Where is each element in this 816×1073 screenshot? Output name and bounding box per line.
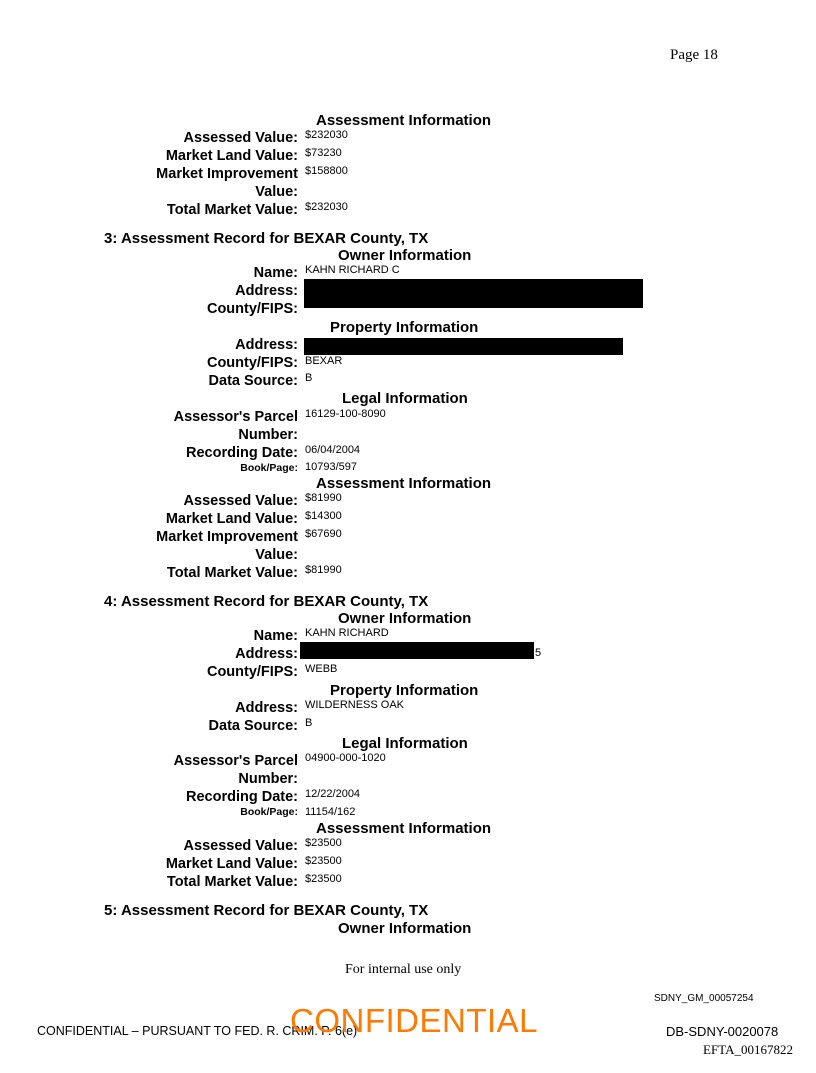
property-header: Property Information: [330, 682, 479, 699]
market-land-label: Market Land Value:: [165, 148, 298, 164]
book-page-label: Book/Page:: [240, 462, 298, 474]
market-improvement-value: $67690: [305, 528, 342, 540]
book-page-label: Book/Page:: [240, 806, 298, 818]
recording-date-label: Recording Date:: [186, 789, 298, 805]
market-improvement-label-cont: Value:: [255, 547, 298, 563]
assessment-header: Assessment Information: [316, 112, 492, 129]
owner-header: Owner Information: [338, 610, 472, 627]
total-market-label: Total Market Value:: [166, 565, 298, 581]
apn-value: 04900-000-1020: [305, 752, 386, 764]
bates-number-db: DB-SDNY-0020078: [666, 1024, 779, 1039]
market-improvement-value: $158800: [305, 165, 348, 177]
data-source-label: Data Source:: [208, 718, 298, 734]
apn-label: Assessor's Parcel: [173, 409, 298, 425]
legal-header: Legal Information: [342, 735, 468, 752]
market-improvement-label: Market Improvement: [156, 529, 298, 545]
book-page: 11154/162: [305, 806, 356, 818]
owner-address-tail: 5: [535, 647, 542, 659]
market-land-label: Market Land Value:: [165, 856, 298, 872]
property-header: Property Information: [330, 319, 479, 336]
redaction-box: [304, 279, 643, 308]
record-3-title: 3: Assessment Record for BEXAR County, TX: [104, 230, 429, 247]
assessed-value: $232030: [305, 129, 348, 141]
total-market-label: Total Market Value:: [166, 874, 298, 890]
owner-header: Owner Information: [338, 920, 472, 937]
recording-date: 06/04/2004: [305, 444, 361, 456]
owner-county: WEBB: [305, 663, 338, 675]
owner-county-label: County/FIPS:: [206, 301, 298, 317]
apn-value: 16129-100-8090: [305, 408, 386, 420]
assessed-value-label: Assessed Value:: [183, 838, 298, 854]
data-source-label: Data Source:: [208, 373, 298, 389]
assessed-value-label: Assessed Value:: [183, 493, 298, 509]
recording-date-label: Recording Date:: [186, 445, 298, 461]
total-market-value: $232030: [305, 201, 348, 213]
market-land-label: Market Land Value:: [165, 511, 298, 527]
assessed-value-label: Assessed Value:: [183, 130, 298, 146]
assessment-header: Assessment Information: [316, 820, 492, 837]
property-county: BEXAR: [305, 355, 343, 367]
owner-name-label: Name:: [253, 628, 298, 644]
legal-header: Legal Information: [342, 390, 468, 407]
property-address-label: Address:: [235, 337, 298, 353]
recording-date: 12/22/2004: [305, 788, 361, 800]
total-market-value: $81990: [305, 564, 342, 576]
page-number: Page 18: [670, 47, 718, 63]
redaction-box: [300, 642, 534, 659]
internal-use-note: For internal use only: [345, 962, 462, 977]
confidential-stamp: CONFIDENTIAL: [290, 1002, 539, 1039]
total-market-label: Total Market Value:: [166, 202, 298, 218]
owner-address-label: Address:: [235, 646, 298, 662]
efta-number: EFTA_00167822: [703, 1042, 793, 1057]
assessed-value: $81990: [305, 492, 342, 504]
market-improvement-label: Market Improvement: [156, 166, 298, 182]
owner-county-label: County/FIPS:: [206, 664, 298, 680]
owner-name: KAHN RICHARD C: [305, 264, 400, 276]
market-land-value: $73230: [305, 147, 342, 159]
apn-label: Assessor's Parcel: [173, 753, 298, 769]
redaction-box: [304, 338, 623, 355]
owner-address-label: Address:: [235, 283, 298, 299]
record-4-title: 4: Assessment Record for BEXAR County, TX: [104, 593, 429, 610]
confidential-notice: CONFIDENTIAL – PURSUANT TO FED. R. CRIM. P. 6(e): [37, 1024, 358, 1038]
record-5-title: 5: Assessment Record for BEXAR County, TX: [104, 902, 429, 919]
apn-label-cont: Number:: [238, 427, 298, 443]
book-page: 10793/597: [305, 461, 357, 473]
property-county-label: County/FIPS:: [206, 355, 298, 371]
total-market-value: $23500: [305, 873, 342, 885]
assessment-header: Assessment Information: [316, 475, 492, 492]
property-address: WILDERNESS OAK: [305, 699, 405, 711]
market-land-value: $23500: [305, 855, 342, 867]
market-improvement-label-cont: Value:: [255, 184, 298, 200]
property-address-label: Address:: [235, 700, 298, 716]
data-source: B: [305, 372, 313, 384]
owner-header: Owner Information: [338, 247, 472, 264]
market-land-value: $14300: [305, 510, 342, 522]
assessed-value: $23500: [305, 837, 342, 849]
owner-name-label: Name:: [253, 265, 298, 281]
bates-number-gm: SDNY_GM_00057254: [654, 993, 754, 1004]
owner-name: KAHN RICHARD: [305, 627, 389, 639]
apn-label-cont: Number:: [238, 771, 298, 787]
data-source: B: [305, 717, 313, 729]
